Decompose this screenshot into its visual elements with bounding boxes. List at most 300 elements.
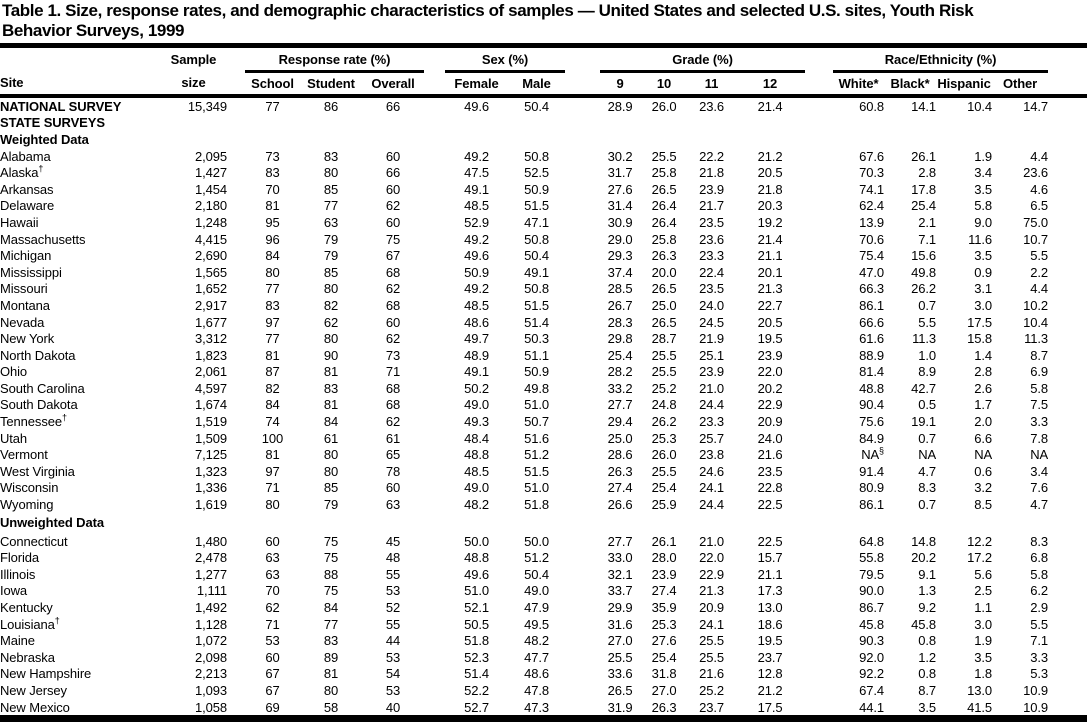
spacer-cell (805, 264, 833, 281)
spacer-cell (565, 430, 600, 447)
cell: 1,072 (194, 633, 227, 649)
cell: 48.9 (464, 347, 489, 363)
cell: 50.4 (524, 566, 549, 582)
cell: 1,652 (194, 281, 227, 297)
spacer-cell (1048, 148, 1087, 165)
spacer-cell (227, 231, 245, 248)
spacer-cell (424, 583, 445, 600)
header-group-row (0, 46, 1087, 72)
cell: 28.0 (651, 550, 677, 566)
cell: 31.7 (607, 165, 633, 181)
cell: 10.7 (1023, 231, 1049, 247)
cell: 88 (323, 566, 339, 582)
cell: 2,098 (194, 649, 227, 665)
cell: 23.5 (699, 281, 724, 297)
site-label: Alabama (0, 148, 51, 164)
table-body (0, 96, 1087, 719)
table-row (0, 566, 1087, 583)
cell: 48 (385, 550, 401, 566)
col-header-female: Female (445, 72, 508, 97)
cell: 25.4 (607, 347, 633, 363)
spacer-cell (227, 480, 245, 497)
cell: 50.8 (524, 281, 549, 297)
spacer-cell (227, 533, 245, 550)
spacer-cell (424, 214, 445, 231)
cell: 21.6 (757, 447, 783, 463)
spacer-cell (805, 632, 833, 649)
cell: 60 (385, 214, 401, 230)
cell: 23.9 (699, 181, 724, 197)
cell: 64.8 (859, 533, 885, 549)
spacer-cell (805, 96, 833, 115)
cell: 3.5 (918, 699, 937, 715)
cell: 26.2 (651, 414, 677, 430)
header-spacer (805, 46, 833, 72)
spacer-cell (424, 413, 445, 430)
cell: 47.9 (524, 600, 549, 616)
cell: 15.7 (757, 550, 783, 566)
cell: 81 (265, 347, 280, 363)
site-label: Massachusetts (0, 231, 86, 247)
cell: 2.6 (974, 380, 993, 396)
cell: 47.0 (859, 264, 885, 280)
cell: 68 (385, 380, 401, 396)
cell: 7,125 (194, 447, 227, 463)
col-header-other: Other (992, 72, 1048, 97)
spacer-cell (805, 397, 833, 414)
cell: 50.3 (524, 331, 549, 347)
site-label: Wyoming (0, 497, 54, 513)
cell: NA§ (861, 446, 885, 463)
spacer-cell (227, 96, 245, 115)
cell: 3.0 (974, 297, 993, 313)
spacer-cell (565, 463, 600, 480)
cell: 63 (265, 566, 280, 582)
cell: 100 (261, 430, 284, 446)
cell: 33.0 (607, 550, 633, 566)
spacer-cell (565, 566, 600, 583)
spacer-cell (1048, 364, 1087, 381)
cell: 1,565 (194, 264, 227, 280)
cell: 65 (385, 447, 401, 463)
spacer-cell (1048, 632, 1087, 649)
cell: 68 (385, 397, 401, 413)
cell: 50.9 (464, 264, 489, 280)
footnote-marker: † (38, 164, 44, 174)
cell: 23.6 (1023, 165, 1049, 181)
table-title (0, 0, 1087, 41)
cell: 2,690 (194, 248, 227, 264)
spacer-cell (1048, 649, 1087, 666)
cell: 49.1 (524, 264, 549, 280)
cell: 90.4 (859, 397, 885, 413)
cell: 0.7 (918, 497, 937, 513)
cell: 49.2 (464, 281, 489, 297)
site-label: Delaware (0, 198, 55, 214)
cell: 71 (385, 364, 401, 380)
cell: 21.2 (757, 148, 783, 164)
cell: 84 (265, 397, 280, 413)
site-label: Nebraska (0, 649, 55, 665)
cell: 20.5 (757, 314, 783, 330)
cell: 66.6 (859, 314, 885, 330)
cell: 49.0 (464, 397, 489, 413)
cell: 85 (323, 264, 339, 280)
table-row (0, 583, 1087, 600)
cell: 52.1 (464, 600, 489, 616)
cell: 50.2 (464, 380, 489, 396)
cell: 69 (265, 699, 280, 715)
cell: 3.5 (974, 181, 993, 197)
spacer-cell (1048, 413, 1087, 430)
cell: 80 (323, 331, 339, 347)
spacer-cell (424, 264, 445, 281)
cell: 24.1 (699, 616, 724, 632)
cell: 3.2 (974, 480, 993, 496)
cell: 20.9 (699, 600, 724, 616)
cell: 35.9 (651, 600, 677, 616)
header-col-row (0, 72, 1087, 97)
spacer-cell (227, 164, 245, 181)
spacer-cell (227, 214, 245, 231)
cell: 26.1 (911, 148, 937, 164)
cell: 26.4 (651, 198, 677, 214)
cell: 25.2 (699, 682, 724, 698)
site-label: South Carolina (0, 380, 85, 396)
cell: 53 (265, 633, 280, 649)
cell: 67 (265, 666, 280, 682)
cell: 84 (265, 248, 280, 264)
spacer-cell (424, 247, 445, 264)
cell: 60.8 (859, 98, 885, 114)
spacer-cell (805, 549, 833, 566)
spacer-cell (805, 430, 833, 447)
cell: 26.6 (607, 497, 633, 513)
col-header-site: Site (0, 72, 160, 97)
spacer-cell (565, 446, 600, 463)
site-label: Illinois (0, 566, 36, 582)
site-label: Arkansas (0, 181, 54, 197)
cell: 27.0 (651, 682, 677, 698)
site-label: NATIONAL SURVEY (0, 98, 122, 114)
cell: 1,509 (194, 430, 227, 446)
cell: 58 (323, 699, 339, 715)
site-label: Florida (0, 550, 40, 566)
cell: 21.8 (757, 181, 783, 197)
spacer-cell (227, 397, 245, 414)
header-spacer (227, 72, 245, 97)
cell: 60 (265, 649, 280, 665)
spacer-cell (565, 297, 600, 314)
cell: 48.2 (524, 633, 549, 649)
cell: 80 (265, 497, 280, 513)
cell: 63 (385, 497, 401, 513)
spacer-cell (805, 446, 833, 463)
cell: 86.1 (859, 297, 885, 313)
spacer-cell (565, 198, 600, 215)
cell: 21.7 (699, 198, 724, 214)
spacer-cell (805, 616, 833, 633)
cell: 24.8 (651, 397, 677, 413)
cell: 60 (265, 533, 280, 549)
cell: 25.3 (651, 616, 677, 632)
spacer-cell (227, 364, 245, 381)
cell: 66 (385, 98, 401, 114)
spacer-cell (424, 566, 445, 583)
header-spacer (565, 72, 600, 97)
cell: 75.6 (859, 414, 885, 430)
cell: 3.5 (974, 649, 993, 665)
spacer-cell (424, 599, 445, 616)
cell: 25.4 (911, 198, 937, 214)
table-row (0, 616, 1087, 633)
cell: 48.6 (524, 666, 549, 682)
spacer-cell (565, 164, 600, 181)
spacer-cell (1048, 549, 1087, 566)
spacer-cell (227, 583, 245, 600)
cell: 68 (385, 264, 401, 280)
cell: 84.9 (859, 430, 885, 446)
cell: 7.6 (1030, 480, 1049, 496)
spacer-cell (424, 446, 445, 463)
cell: 20.0 (651, 264, 677, 280)
cell: 3.4 (1030, 463, 1049, 479)
cell: 86 (323, 98, 339, 114)
cell: 25.4 (651, 649, 677, 665)
spacer-cell (1048, 583, 1087, 600)
spacer-cell (1048, 96, 1087, 115)
cell: 4.7 (1030, 497, 1049, 513)
cell: 62 (323, 314, 339, 330)
spacer-cell (565, 96, 600, 115)
spacer-cell (227, 632, 245, 649)
cell: 24.1 (699, 480, 724, 496)
cell: 49.0 (524, 583, 549, 599)
cell: 9.2 (918, 600, 937, 616)
cell: 22.9 (699, 566, 724, 582)
spacer-cell (424, 96, 445, 115)
cell: 21.9 (699, 331, 724, 347)
cell: 22.4 (699, 264, 724, 280)
table-row (0, 281, 1087, 298)
spacer-cell (565, 632, 600, 649)
cell: 62.4 (859, 198, 885, 214)
cell: 41.5 (967, 699, 993, 715)
group-header-sex: Sex (%) (445, 46, 565, 72)
cell: 48.8 (464, 550, 489, 566)
spacer-cell (424, 330, 445, 347)
cell: 1,093 (194, 682, 227, 698)
cell: 2.8 (918, 165, 937, 181)
cell: 28.7 (651, 331, 677, 347)
cell: 13.0 (757, 600, 783, 616)
cell: 5.8 (974, 198, 993, 214)
cell: 0.9 (974, 264, 993, 280)
cell: 2.9 (1030, 600, 1049, 616)
spacer-cell (565, 649, 600, 666)
cell: 20.5 (757, 165, 783, 181)
cell: 51.2 (524, 447, 549, 463)
spacer-cell (424, 649, 445, 666)
spacer-cell (565, 682, 600, 699)
spacer-cell (565, 264, 600, 281)
cell: 47.3 (524, 699, 549, 715)
cell: 73 (265, 148, 280, 164)
cell: 51.0 (524, 397, 549, 413)
spacer-cell (424, 430, 445, 447)
cell: 75 (323, 550, 339, 566)
cell: 29.8 (607, 331, 633, 347)
cell: 24.5 (699, 314, 724, 330)
cell: 75 (385, 231, 401, 247)
cell: 8.7 (918, 682, 937, 698)
cell: 26.5 (607, 682, 633, 698)
cell: 51.8 (464, 633, 489, 649)
cell: 83 (265, 297, 280, 313)
footnote-marker: † (54, 615, 60, 626)
cell: 2,061 (194, 364, 227, 380)
cell: 1,277 (194, 566, 227, 582)
cell: 47.5 (464, 165, 489, 181)
document-table (0, 43, 1087, 722)
cell: 3,312 (194, 331, 227, 347)
table-row (0, 513, 1087, 533)
cell: 11.3 (1024, 331, 1049, 347)
cell: 5.5 (918, 314, 937, 330)
cell: 81.4 (859, 364, 885, 380)
site-label: West Virginia (0, 463, 75, 479)
cell: 49.1 (464, 364, 489, 380)
table-row (0, 131, 1087, 148)
table-row (0, 231, 1087, 248)
cell: 48.5 (464, 463, 489, 479)
cell: 53 (385, 682, 401, 698)
cell: 8.3 (918, 480, 937, 496)
spacer-cell (805, 380, 833, 397)
spacer-cell (227, 247, 245, 264)
spacer-cell (424, 181, 445, 198)
cell: 50.9 (524, 364, 549, 380)
cell: 48.8 (464, 447, 489, 463)
cell: 63 (265, 550, 280, 566)
cell: 77 (323, 198, 339, 214)
spacer-cell (1048, 496, 1087, 513)
spacer-cell (805, 566, 833, 583)
cell: 4.6 (1030, 181, 1049, 197)
site-label: Mississippi (0, 264, 62, 280)
cell: 83 (323, 633, 339, 649)
group-header-response-rate: Response rate (%) (245, 46, 424, 72)
cell: 23.9 (757, 347, 783, 363)
cell: 89 (323, 649, 339, 665)
cell: 6.6 (974, 430, 993, 446)
cell: 24.6 (699, 463, 724, 479)
cell: 15.6 (911, 248, 937, 264)
cell: 26.1 (651, 533, 677, 549)
spacer-cell (424, 632, 445, 649)
cell: 29.9 (607, 600, 633, 616)
cell: 1.1 (974, 600, 993, 616)
cell: 1.9 (974, 148, 993, 164)
site-label: Louisiana† (0, 615, 60, 632)
spacer-cell (805, 164, 833, 181)
spacer-cell (1048, 330, 1087, 347)
cell: 21.3 (757, 281, 783, 297)
cell: 73 (385, 347, 401, 363)
cell: 1.8 (974, 666, 993, 682)
cell: 60 (385, 314, 401, 330)
spacer-cell (805, 533, 833, 550)
cell: 1,248 (194, 214, 227, 230)
table-row (0, 214, 1087, 231)
col-header-black: Black* (884, 72, 936, 97)
spacer-cell (1048, 533, 1087, 550)
table-row (0, 549, 1087, 566)
spacer-cell (227, 682, 245, 699)
col-header-hispanic: Hispanic (936, 72, 992, 97)
cell: 10.4 (1023, 314, 1049, 330)
cell: 49.6 (464, 98, 489, 114)
cell: 13.9 (859, 214, 885, 230)
section-label: Weighted Data (0, 131, 89, 147)
cell: 22.7 (757, 297, 783, 313)
cell: 20.1 (757, 264, 783, 280)
spacer-cell (424, 364, 445, 381)
cell: 63 (323, 214, 339, 230)
spacer-cell (1048, 281, 1087, 298)
cell: 51.8 (524, 497, 549, 513)
cell: 7.1 (1030, 633, 1049, 649)
cell: 25.5 (651, 463, 677, 479)
cell: 79 (323, 248, 339, 264)
table-row (0, 297, 1087, 314)
cell: 49.7 (464, 331, 489, 347)
cell: 30.9 (607, 214, 633, 230)
spacer-cell (805, 666, 833, 683)
spacer-cell (565, 181, 600, 198)
spacer-cell (1048, 616, 1087, 633)
cell: 19.1 (911, 414, 937, 430)
cell: 1,058 (194, 699, 227, 715)
spacer-cell (227, 264, 245, 281)
table-row (0, 264, 1087, 281)
cell: 23.3 (699, 248, 724, 264)
table-row (0, 666, 1087, 683)
cell: 49.8 (524, 380, 549, 396)
cell: 26.4 (651, 214, 677, 230)
spacer-cell (227, 380, 245, 397)
cell: 2.5 (974, 583, 993, 599)
cell: 51.5 (524, 198, 549, 214)
cell: 1,492 (194, 600, 227, 616)
cell: 95 (265, 214, 280, 230)
spacer-cell (805, 649, 833, 666)
cell: 22.2 (699, 148, 724, 164)
cell: 50.7 (524, 414, 549, 430)
spacer-cell (227, 347, 245, 364)
table-row (0, 198, 1087, 215)
spacer-cell (1048, 297, 1087, 314)
cell: 10.4 (967, 98, 993, 114)
cell: 75 (323, 533, 339, 549)
group-header-grade: Grade (%) (600, 46, 805, 72)
table-row (0, 649, 1087, 666)
table-row (0, 533, 1087, 550)
cell: 51.5 (524, 463, 549, 479)
table-row (0, 181, 1087, 198)
cell: 12.8 (757, 666, 783, 682)
cell: 0.6 (974, 463, 993, 479)
